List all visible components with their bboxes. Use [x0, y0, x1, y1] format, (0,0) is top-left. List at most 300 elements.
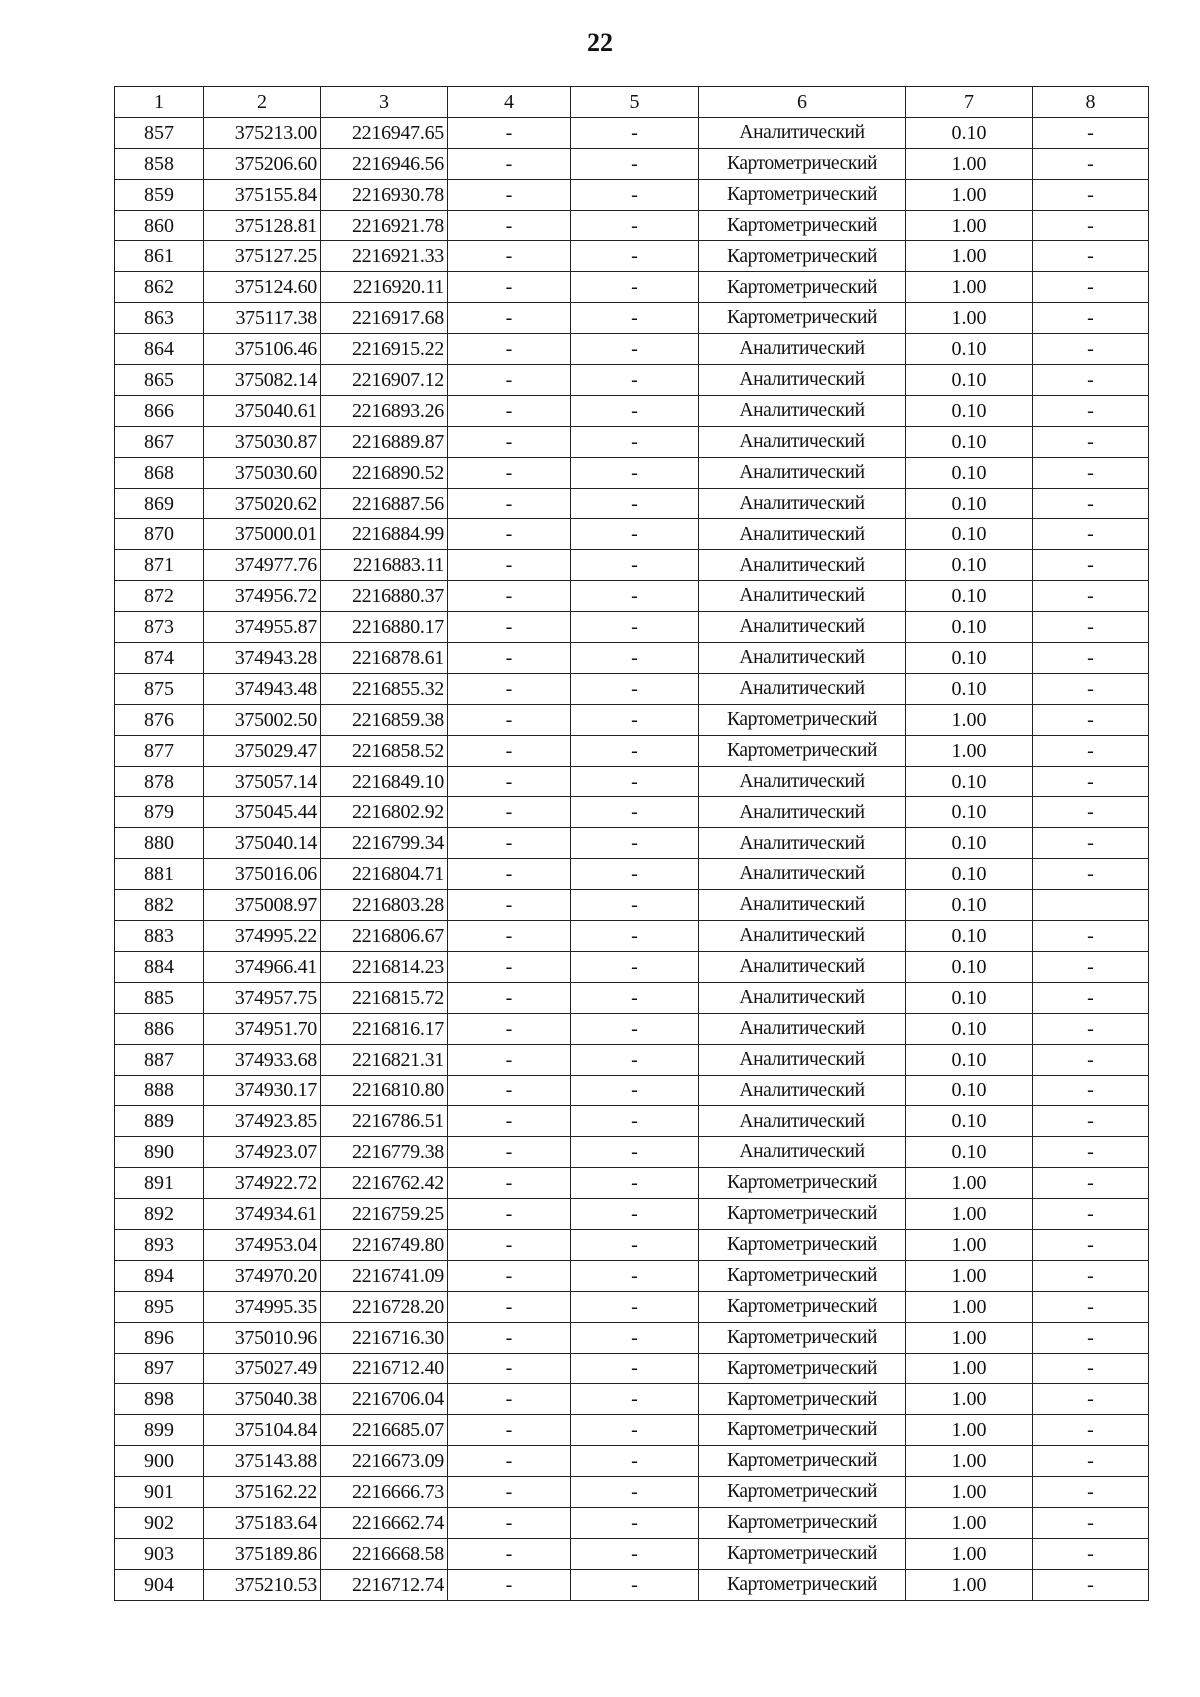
y-coordinate-cell: 2216889.87: [321, 426, 448, 457]
method-cell: Аналитический: [699, 1106, 906, 1137]
method-cell: Аналитический: [699, 982, 906, 1013]
point-number-cell: 872: [115, 581, 204, 612]
column-5-cell: -: [571, 1477, 699, 1508]
y-coordinate-cell: 2216716.30: [321, 1322, 448, 1353]
method-cell: Картометрический: [699, 272, 906, 303]
column-header: 1: [115, 87, 204, 118]
table-row: [115, 1106, 1149, 1137]
column-5-cell: -: [571, 457, 699, 488]
table-body: [115, 117, 1149, 1600]
x-coordinate-cell: 375183.64: [204, 1507, 321, 1538]
y-coordinate-cell: 2216706.04: [321, 1384, 448, 1415]
method-cell: Картометрический: [699, 735, 906, 766]
point-number-cell: 878: [115, 766, 204, 797]
x-coordinate-cell: 375000.01: [204, 519, 321, 550]
point-number-cell: 887: [115, 1044, 204, 1075]
point-number-cell: 868: [115, 457, 204, 488]
y-coordinate-cell: 2216810.80: [321, 1075, 448, 1106]
column-5-cell: -: [571, 921, 699, 952]
point-number-cell: 897: [115, 1353, 204, 1384]
x-coordinate-cell: 375020.62: [204, 488, 321, 519]
accuracy-cell: 1.00: [906, 210, 1033, 241]
point-number-cell: 870: [115, 519, 204, 550]
table-row: [115, 828, 1149, 859]
point-number-cell: 864: [115, 334, 204, 365]
column-8-cell: -: [1033, 581, 1149, 612]
column-5-cell: -: [571, 1569, 699, 1600]
method-cell: Аналитический: [699, 1013, 906, 1044]
table-row: [115, 921, 1149, 952]
column-8-cell: -: [1033, 1229, 1149, 1260]
column-5-cell: -: [571, 1044, 699, 1075]
coordinates-table: [114, 86, 1149, 1601]
x-coordinate-cell: 374977.76: [204, 550, 321, 581]
point-number-cell: 898: [115, 1384, 204, 1415]
table-header: [115, 87, 1149, 118]
column-8-cell: -: [1033, 1044, 1149, 1075]
accuracy-cell: 0.10: [906, 1106, 1033, 1137]
table-row: [115, 1260, 1149, 1291]
point-number-cell: 884: [115, 951, 204, 982]
y-coordinate-cell: 2216815.72: [321, 982, 448, 1013]
column-4-cell: -: [448, 581, 571, 612]
column-5-cell: -: [571, 1106, 699, 1137]
x-coordinate-cell: 374943.28: [204, 643, 321, 674]
column-4-cell: -: [448, 1291, 571, 1322]
method-cell: Аналитический: [699, 951, 906, 982]
column-5-cell: -: [571, 1384, 699, 1415]
point-number-cell: 902: [115, 1507, 204, 1538]
column-4-cell: -: [448, 612, 571, 643]
accuracy-cell: 0.10: [906, 612, 1033, 643]
column-5-cell: -: [571, 519, 699, 550]
point-number-cell: 861: [115, 241, 204, 272]
table-row: [115, 1415, 1149, 1446]
method-cell: Картометрический: [699, 1260, 906, 1291]
method-cell: Картометрический: [699, 1291, 906, 1322]
x-coordinate-cell: 374934.61: [204, 1199, 321, 1230]
column-4-cell: -: [448, 457, 571, 488]
method-cell: Картометрический: [699, 148, 906, 179]
x-coordinate-cell: 375206.60: [204, 148, 321, 179]
column-8-cell: -: [1033, 1013, 1149, 1044]
y-coordinate-cell: 2216804.71: [321, 859, 448, 890]
table-row: [115, 1507, 1149, 1538]
column-4-cell: -: [448, 1384, 571, 1415]
point-number-cell: 867: [115, 426, 204, 457]
x-coordinate-cell: 374951.70: [204, 1013, 321, 1044]
column-4-cell: -: [448, 951, 571, 982]
table-row: [115, 272, 1149, 303]
table-row: [115, 1013, 1149, 1044]
x-coordinate-cell: 375143.88: [204, 1446, 321, 1477]
y-coordinate-cell: 2216662.74: [321, 1507, 448, 1538]
x-coordinate-cell: 375128.81: [204, 210, 321, 241]
x-coordinate-cell: 375127.25: [204, 241, 321, 272]
column-4-cell: -: [448, 1415, 571, 1446]
y-coordinate-cell: 2216855.32: [321, 673, 448, 704]
column-4-cell: -: [448, 395, 571, 426]
method-cell: Аналитический: [699, 673, 906, 704]
y-coordinate-cell: 2216779.38: [321, 1137, 448, 1168]
method-cell: Картометрический: [699, 1384, 906, 1415]
column-8-cell: -: [1033, 797, 1149, 828]
x-coordinate-cell: 374923.85: [204, 1106, 321, 1137]
method-cell: Аналитический: [699, 612, 906, 643]
column-8-cell: -: [1033, 1538, 1149, 1569]
y-coordinate-cell: 2216712.74: [321, 1569, 448, 1600]
x-coordinate-cell: 375082.14: [204, 365, 321, 396]
column-4-cell: -: [448, 859, 571, 890]
y-coordinate-cell: 2216673.09: [321, 1446, 448, 1477]
accuracy-cell: 1.00: [906, 1199, 1033, 1230]
method-cell: Аналитический: [699, 581, 906, 612]
column-4-cell: -: [448, 303, 571, 334]
table-row: [115, 148, 1149, 179]
x-coordinate-cell: 375029.47: [204, 735, 321, 766]
accuracy-cell: 0.10: [906, 426, 1033, 457]
table-row: [115, 1477, 1149, 1508]
table-row: [115, 1291, 1149, 1322]
column-4-cell: -: [448, 241, 571, 272]
x-coordinate-cell: 375155.84: [204, 179, 321, 210]
point-number-cell: 859: [115, 179, 204, 210]
column-4-cell: -: [448, 488, 571, 519]
x-coordinate-cell: 374923.07: [204, 1137, 321, 1168]
column-4-cell: -: [448, 1075, 571, 1106]
point-number-cell: 881: [115, 859, 204, 890]
x-coordinate-cell: 374955.87: [204, 612, 321, 643]
x-coordinate-cell: 375002.50: [204, 704, 321, 735]
table-row: [115, 1075, 1149, 1106]
accuracy-cell: 1.00: [906, 1538, 1033, 1569]
table-row: [115, 982, 1149, 1013]
method-cell: Картометрический: [699, 1538, 906, 1569]
table-row: [115, 210, 1149, 241]
accuracy-cell: 1.00: [906, 241, 1033, 272]
x-coordinate-cell: 375057.14: [204, 766, 321, 797]
y-coordinate-cell: 2216887.56: [321, 488, 448, 519]
y-coordinate-cell: 2216920.11: [321, 272, 448, 303]
accuracy-cell: 0.10: [906, 797, 1033, 828]
point-number-cell: 895: [115, 1291, 204, 1322]
x-coordinate-cell: 375030.87: [204, 426, 321, 457]
point-number-cell: 869: [115, 488, 204, 519]
table-row: [115, 241, 1149, 272]
point-number-cell: 874: [115, 643, 204, 674]
column-4-cell: -: [448, 704, 571, 735]
table-row: [115, 797, 1149, 828]
table-row: [115, 1322, 1149, 1353]
accuracy-cell: 0.10: [906, 828, 1033, 859]
accuracy-cell: 1.00: [906, 1507, 1033, 1538]
method-cell: Аналитический: [699, 457, 906, 488]
accuracy-cell: 0.10: [906, 982, 1033, 1013]
point-number-cell: 886: [115, 1013, 204, 1044]
accuracy-cell: 0.10: [906, 1013, 1033, 1044]
column-8-cell: -: [1033, 951, 1149, 982]
table-row: [115, 643, 1149, 674]
column-8-cell: -: [1033, 1446, 1149, 1477]
table-row: [115, 704, 1149, 735]
accuracy-cell: 0.10: [906, 890, 1033, 921]
table-row: [115, 766, 1149, 797]
point-number-cell: 862: [115, 272, 204, 303]
column-5-cell: -: [571, 982, 699, 1013]
x-coordinate-cell: 375162.22: [204, 1477, 321, 1508]
column-4-cell: -: [448, 1446, 571, 1477]
point-number-cell: 882: [115, 890, 204, 921]
table-row: [115, 519, 1149, 550]
x-coordinate-cell: 375124.60: [204, 272, 321, 303]
y-coordinate-cell: 2216884.99: [321, 519, 448, 550]
x-coordinate-cell: 374966.41: [204, 951, 321, 982]
table-row: [115, 1569, 1149, 1600]
point-number-cell: 866: [115, 395, 204, 426]
page-number: 22: [587, 28, 613, 57]
column-5-cell: -: [571, 1446, 699, 1477]
method-cell: Аналитический: [699, 395, 906, 426]
column-8-cell: -: [1033, 1569, 1149, 1600]
table-row: [115, 581, 1149, 612]
column-4-cell: -: [448, 334, 571, 365]
column-header: 6: [699, 87, 906, 118]
table-row: [115, 1446, 1149, 1477]
point-number-cell: 873: [115, 612, 204, 643]
column-4-cell: -: [448, 1013, 571, 1044]
y-coordinate-cell: 2216759.25: [321, 1199, 448, 1230]
point-number-cell: 865: [115, 365, 204, 396]
x-coordinate-cell: 375104.84: [204, 1415, 321, 1446]
table-row: [115, 426, 1149, 457]
column-5-cell: -: [571, 1168, 699, 1199]
y-coordinate-cell: 2216814.23: [321, 951, 448, 982]
method-cell: Картометрический: [699, 1353, 906, 1384]
column-4-cell: -: [448, 1106, 571, 1137]
method-cell: Картометрический: [699, 1322, 906, 1353]
accuracy-cell: 0.10: [906, 643, 1033, 674]
x-coordinate-cell: 374995.35: [204, 1291, 321, 1322]
accuracy-cell: 0.10: [906, 921, 1033, 952]
table-row: [115, 365, 1149, 396]
column-8-cell: -: [1033, 1291, 1149, 1322]
column-4-cell: -: [448, 1199, 571, 1230]
method-cell: Картометрический: [699, 1477, 906, 1508]
table-row: [115, 117, 1149, 148]
column-5-cell: -: [571, 1322, 699, 1353]
x-coordinate-cell: 375008.97: [204, 890, 321, 921]
column-5-cell: -: [571, 1013, 699, 1044]
table-row: [115, 1199, 1149, 1230]
column-8-cell: -: [1033, 1106, 1149, 1137]
table-row: [115, 334, 1149, 365]
method-cell: Аналитический: [699, 921, 906, 952]
column-5-cell: -: [571, 704, 699, 735]
accuracy-cell: 0.10: [906, 365, 1033, 396]
table-row: [115, 890, 1149, 921]
accuracy-cell: 1.00: [906, 1168, 1033, 1199]
header-row: [115, 87, 1149, 118]
column-5-cell: -: [571, 797, 699, 828]
column-8-cell: -: [1033, 643, 1149, 674]
table-row: [115, 303, 1149, 334]
method-cell: Аналитический: [699, 797, 906, 828]
point-number-cell: 883: [115, 921, 204, 952]
accuracy-cell: 1.00: [906, 179, 1033, 210]
column-header: 3: [321, 87, 448, 118]
column-5-cell: -: [571, 1137, 699, 1168]
y-coordinate-cell: 2216712.40: [321, 1353, 448, 1384]
column-4-cell: -: [448, 1538, 571, 1569]
table-row: [115, 1168, 1149, 1199]
point-number-cell: 885: [115, 982, 204, 1013]
accuracy-cell: 1.00: [906, 735, 1033, 766]
point-number-cell: 858: [115, 148, 204, 179]
point-number-cell: 893: [115, 1229, 204, 1260]
column-header: 5: [571, 87, 699, 118]
y-coordinate-cell: 2216921.33: [321, 241, 448, 272]
column-8-cell: -: [1033, 1199, 1149, 1230]
x-coordinate-cell: 375189.86: [204, 1538, 321, 1569]
method-cell: Картометрический: [699, 179, 906, 210]
accuracy-cell: 1.00: [906, 1322, 1033, 1353]
y-coordinate-cell: 2216880.37: [321, 581, 448, 612]
point-number-cell: 894: [115, 1260, 204, 1291]
column-8-cell: -: [1033, 179, 1149, 210]
column-4-cell: -: [448, 766, 571, 797]
y-coordinate-cell: 2216890.52: [321, 457, 448, 488]
y-coordinate-cell: 2216728.20: [321, 1291, 448, 1322]
column-5-cell: -: [571, 643, 699, 674]
column-4-cell: -: [448, 1322, 571, 1353]
method-cell: Аналитический: [699, 859, 906, 890]
y-coordinate-cell: 2216816.17: [321, 1013, 448, 1044]
point-number-cell: 890: [115, 1137, 204, 1168]
accuracy-cell: 0.10: [906, 550, 1033, 581]
x-coordinate-cell: 375213.00: [204, 117, 321, 148]
column-8-cell: -: [1033, 735, 1149, 766]
table-row: [115, 1044, 1149, 1075]
column-5-cell: -: [571, 1229, 699, 1260]
accuracy-cell: 1.00: [906, 1260, 1033, 1291]
method-cell: Аналитический: [699, 426, 906, 457]
column-5-cell: -: [571, 1075, 699, 1106]
y-coordinate-cell: 2216762.42: [321, 1168, 448, 1199]
x-coordinate-cell: 375040.14: [204, 828, 321, 859]
table-row: [115, 1353, 1149, 1384]
x-coordinate-cell: 374922.72: [204, 1168, 321, 1199]
x-coordinate-cell: 374933.68: [204, 1044, 321, 1075]
point-number-cell: 880: [115, 828, 204, 859]
accuracy-cell: 1.00: [906, 1477, 1033, 1508]
y-coordinate-cell: 2216946.56: [321, 148, 448, 179]
method-cell: Картометрический: [699, 704, 906, 735]
column-4-cell: -: [448, 550, 571, 581]
method-cell: Аналитический: [699, 1137, 906, 1168]
y-coordinate-cell: 2216921.78: [321, 210, 448, 241]
accuracy-cell: 1.00: [906, 1291, 1033, 1322]
point-number-cell: 903: [115, 1538, 204, 1569]
table-row: [115, 1137, 1149, 1168]
x-coordinate-cell: 375106.46: [204, 334, 321, 365]
column-4-cell: -: [448, 426, 571, 457]
accuracy-cell: 0.10: [906, 488, 1033, 519]
accuracy-cell: 1.00: [906, 148, 1033, 179]
column-header: 7: [906, 87, 1033, 118]
method-cell: Картометрический: [699, 210, 906, 241]
y-coordinate-cell: 2216878.61: [321, 643, 448, 674]
column-8-cell: -: [1033, 334, 1149, 365]
x-coordinate-cell: 375040.61: [204, 395, 321, 426]
column-8-cell: -: [1033, 828, 1149, 859]
accuracy-cell: 1.00: [906, 1229, 1033, 1260]
method-cell: Аналитический: [699, 117, 906, 148]
x-coordinate-cell: 374953.04: [204, 1229, 321, 1260]
point-number-cell: 876: [115, 704, 204, 735]
column-4-cell: -: [448, 1507, 571, 1538]
column-5-cell: -: [571, 581, 699, 612]
y-coordinate-cell: 2216907.12: [321, 365, 448, 396]
column-5-cell: -: [571, 673, 699, 704]
point-number-cell: 900: [115, 1446, 204, 1477]
accuracy-cell: 0.10: [906, 581, 1033, 612]
column-5-cell: -: [571, 1507, 699, 1538]
column-4-cell: -: [448, 890, 571, 921]
x-coordinate-cell: 374995.22: [204, 921, 321, 952]
accuracy-cell: 1.00: [906, 1569, 1033, 1600]
point-number-cell: 904: [115, 1569, 204, 1600]
point-number-cell: 857: [115, 117, 204, 148]
accuracy-cell: 0.10: [906, 673, 1033, 704]
column-8-cell: -: [1033, 859, 1149, 890]
y-coordinate-cell: 2216685.07: [321, 1415, 448, 1446]
column-5-cell: -: [571, 272, 699, 303]
accuracy-cell: 0.10: [906, 859, 1033, 890]
column-8-cell: -: [1033, 365, 1149, 396]
column-5-cell: -: [571, 148, 699, 179]
accuracy-cell: 0.10: [906, 117, 1033, 148]
column-5-cell: -: [571, 550, 699, 581]
column-8-cell: -: [1033, 704, 1149, 735]
accuracy-cell: 0.10: [906, 457, 1033, 488]
column-5-cell: -: [571, 1353, 699, 1384]
column-4-cell: -: [448, 921, 571, 952]
y-coordinate-cell: 2216858.52: [321, 735, 448, 766]
column-8-cell: -: [1033, 395, 1149, 426]
column-8-cell: -: [1033, 1322, 1149, 1353]
column-8-cell: -: [1033, 766, 1149, 797]
point-number-cell: 901: [115, 1477, 204, 1508]
method-cell: Аналитический: [699, 1044, 906, 1075]
x-coordinate-cell: 374943.48: [204, 673, 321, 704]
y-coordinate-cell: 2216915.22: [321, 334, 448, 365]
column-8-cell: -: [1033, 1260, 1149, 1291]
point-number-cell: 877: [115, 735, 204, 766]
y-coordinate-cell: 2216880.17: [321, 612, 448, 643]
y-coordinate-cell: 2216786.51: [321, 1106, 448, 1137]
y-coordinate-cell: 2216799.34: [321, 828, 448, 859]
table-row: [115, 951, 1149, 982]
accuracy-cell: 1.00: [906, 303, 1033, 334]
column-4-cell: -: [448, 643, 571, 674]
point-number-cell: 892: [115, 1199, 204, 1230]
y-coordinate-cell: 2216806.67: [321, 921, 448, 952]
column-5-cell: -: [571, 828, 699, 859]
table-row: [115, 859, 1149, 890]
method-cell: Картометрический: [699, 1168, 906, 1199]
x-coordinate-cell: 374957.75: [204, 982, 321, 1013]
column-4-cell: -: [448, 1168, 571, 1199]
